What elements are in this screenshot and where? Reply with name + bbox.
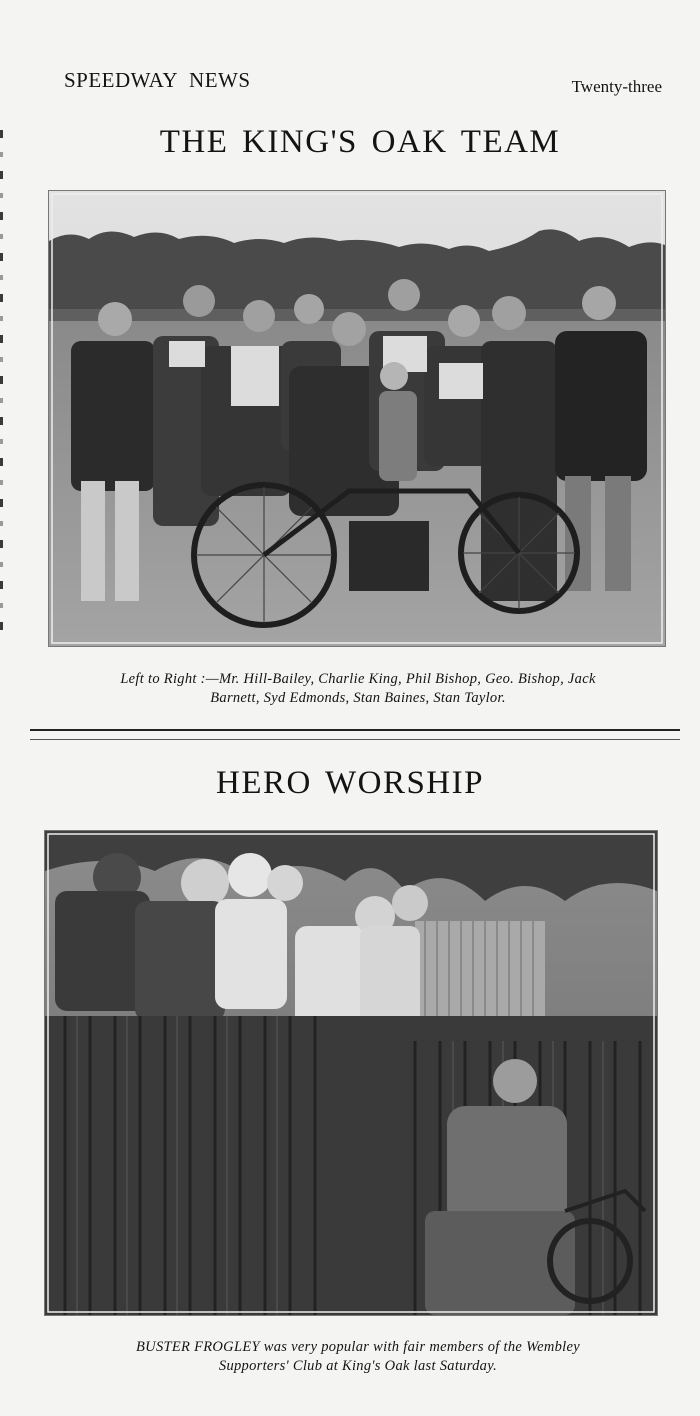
team-photo-caption <box>40 670 676 708</box>
team-photo <box>48 190 666 647</box>
publication-title: SPEEDWAY NEWS <box>64 68 251 92</box>
section-divider <box>30 729 680 740</box>
hero-worship-caption <box>40 1338 676 1376</box>
hero-worship-title: HERO WORSHIP <box>215 765 484 801</box>
caption-line: BUSTER FROGLEY was very popular with fair members of the Wembley <box>136 1339 580 1355</box>
caption-line: Barnett, Syd Edmonds, Stan Baines, Stan Taylor. <box>210 690 506 706</box>
caption-line: Left to Right :—Mr. Hill-Bailey, Charlie King, Phil Bishop, Geo. Bishop, Jack <box>120 671 596 687</box>
page-number: Twenty-three <box>571 77 662 96</box>
adjacent-page-edge <box>0 130 6 1030</box>
team-photo-title: THE KING'S OAK TEAM <box>159 124 561 160</box>
hero-worship-photo <box>44 830 658 1316</box>
caption-line: Supporters' Club at King's Oak last Saturday. <box>218 1358 498 1374</box>
